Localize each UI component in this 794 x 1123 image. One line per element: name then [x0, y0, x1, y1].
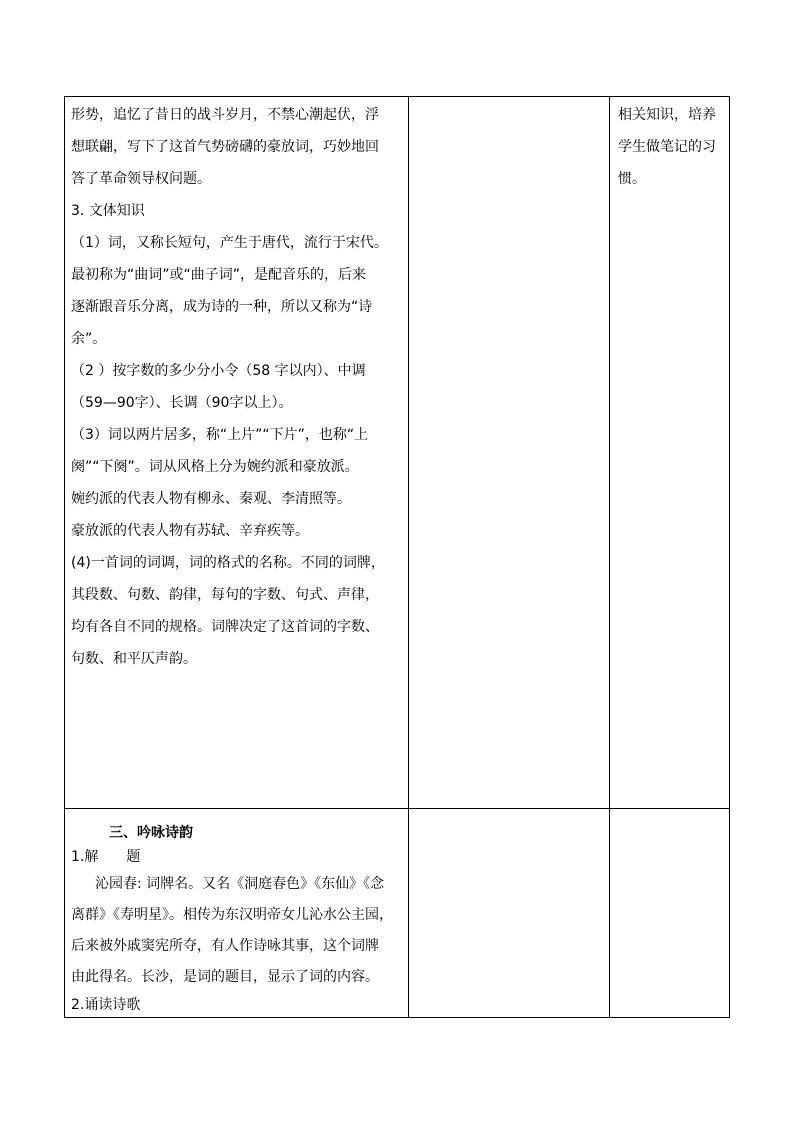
text-line: （3）词以两片居多，称“上片”“下片”，也称“上	[71, 427, 369, 443]
section-heading: 三、吟咏诗韵	[109, 825, 193, 841]
design-intent-cell	[610, 809, 730, 1018]
item-heading: 1.解 题	[71, 849, 141, 865]
text-line: （59—90字）、长调（90字以上）。	[71, 395, 293, 411]
text-line: (4)一首词的词调，词的格式的名称。不同的词牌，	[71, 555, 385, 571]
text-line: 余”。	[71, 331, 107, 347]
design-intent-cell	[610, 97, 730, 809]
student-activity-cell	[409, 809, 610, 1018]
body-line: 后来被外戚窦宪所夺，有人作诗咏其事，这个词牌	[71, 938, 379, 954]
lesson-plan-table	[64, 96, 730, 1018]
text-line: 形势，追忆了昔日的战斗岁月，不禁心潮起伏，浮	[71, 107, 379, 123]
text-line: 句数、和平仄声韵。	[71, 651, 197, 667]
text-line: 阕”“下阕”。词从风格上分为婉约派和豪放派。	[71, 459, 359, 475]
table-row	[65, 809, 730, 1018]
student-activity-cell	[409, 97, 610, 809]
text-line: 3. 文体知识	[71, 203, 145, 219]
teaching-content-cell	[65, 97, 409, 809]
text-line: 想联翩，写下了这首气势磅礴的豪放词，巧妙地回	[71, 139, 379, 155]
table-row	[65, 97, 730, 809]
text-line: （2 ）按字数的多少分小令（58 字以内）、中调	[71, 363, 366, 379]
text-line: 相关知识，培养	[618, 107, 716, 123]
body-line: 由此得名。长沙，是词的题目，显示了词的内容。	[71, 969, 379, 985]
text-line: 逐渐跟音乐分离，成为诗的一种，所以又称为“诗	[71, 299, 373, 315]
body-line: 离群》《寿明星》。相传为东汉明帝女儿沁水公主园，	[71, 907, 393, 923]
teaching-content-cell	[65, 809, 409, 1018]
text-line: 答了革命领导权问题。	[71, 171, 211, 187]
body-line: 沁园春: 词牌名。又名《洞庭春色》《东仙》《念	[95, 876, 385, 892]
text-line: 豪放派的代表人物有苏轼、辛弃疾等。	[71, 523, 309, 539]
text-line: 均有各自不同的规格。词牌决定了这首词的字数、	[71, 619, 379, 635]
text-line: （1）词，又称长短句，产生于唐代，流行于宋代。	[71, 235, 388, 251]
item-heading: 2.诵读诗歌	[71, 997, 141, 1013]
text-line: 最初称为“曲词”或“曲子词”，是配音乐的，后来	[71, 267, 367, 283]
text-line: 学生做笔记的习	[618, 139, 716, 155]
text-line: 婉约派的代表人物有柳永、秦观、李清照等。	[71, 491, 351, 507]
text-line: 其段数、句数、韵律，每句的字数、句式、声律，	[71, 587, 379, 603]
text-line: 惯。	[618, 171, 646, 187]
